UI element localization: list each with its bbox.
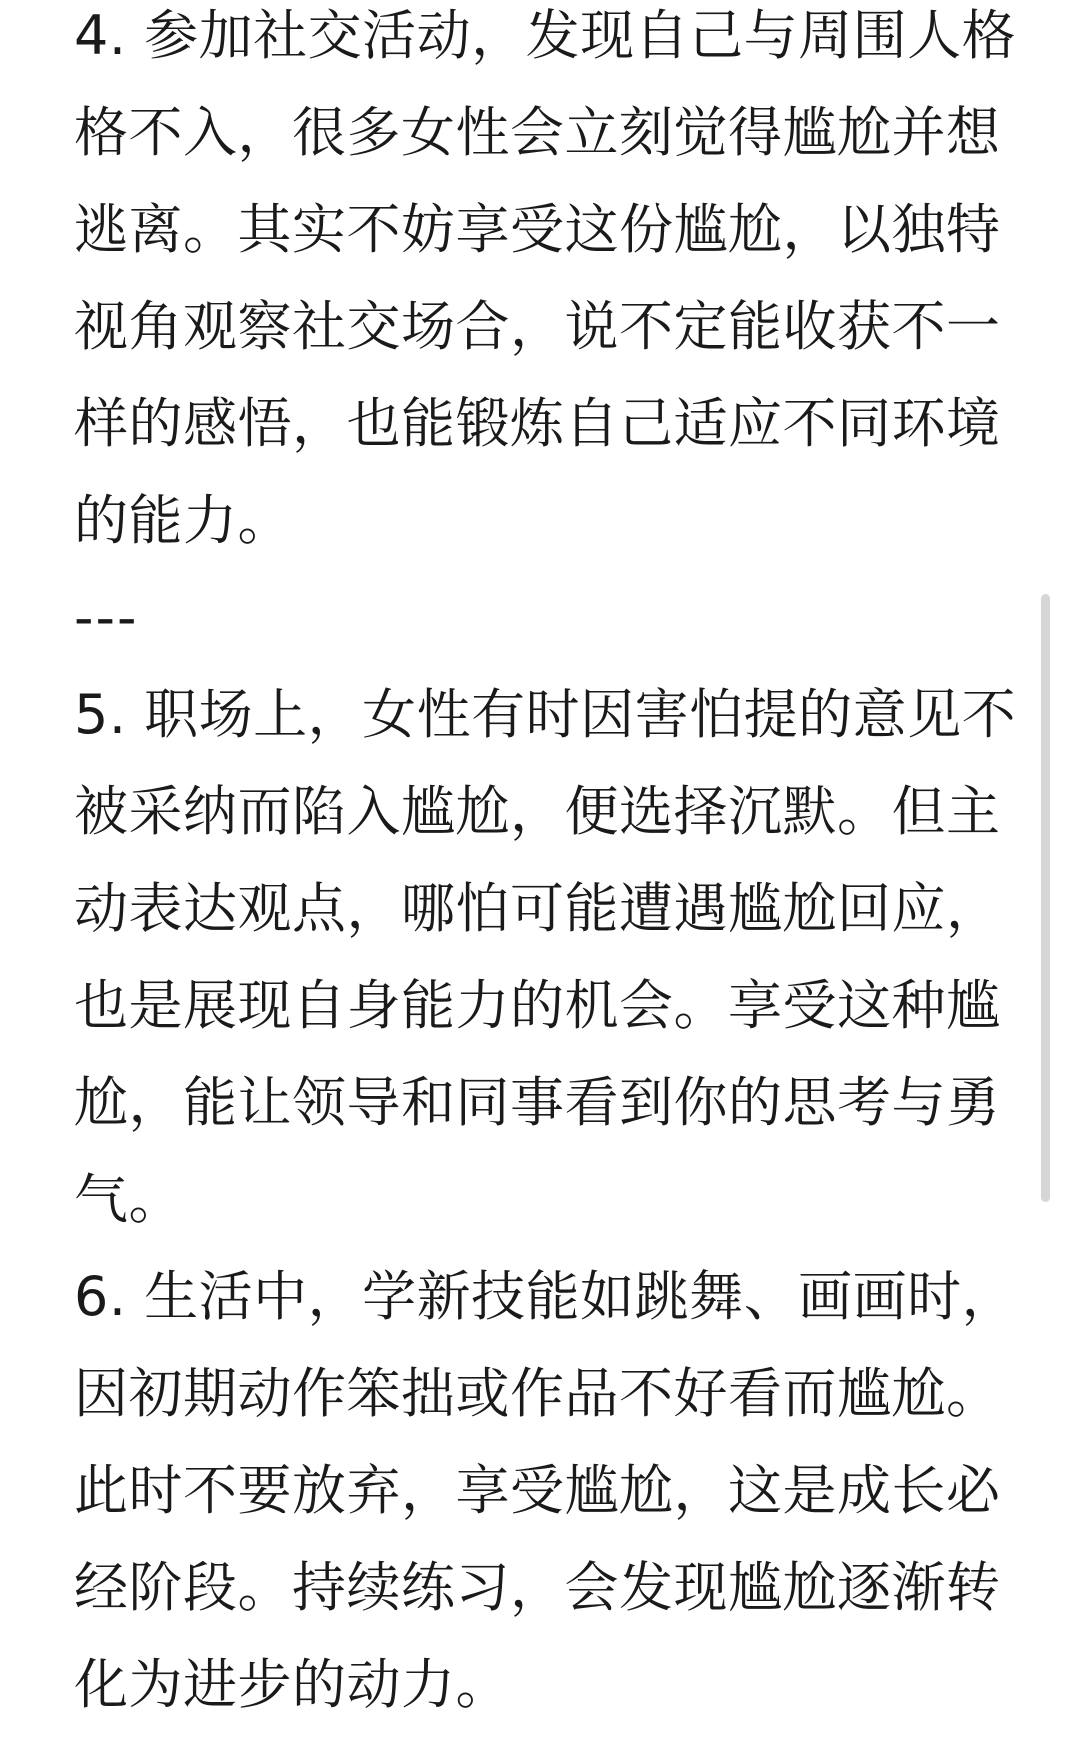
text-line: 动表达观点，哪怕可能遭遇尴尬回应， bbox=[74, 877, 1001, 940]
section-divider: --- bbox=[74, 586, 139, 649]
text-line: 也是展现自身能力的机会。享受这种尴 bbox=[74, 974, 1001, 1037]
text-line: 视角观察社交场合，说不定能收获不一 bbox=[74, 295, 1001, 358]
text-line: 化为进步的动力。 bbox=[74, 1653, 510, 1716]
text-line: 因初期动作笨拙或作品不好看而尴尬。 bbox=[74, 1362, 1001, 1425]
text-line: 4. 参加社交活动，发现自己与周围人格 bbox=[74, 4, 1017, 67]
text-line: 的能力。 bbox=[74, 489, 292, 552]
text-line: 气。 bbox=[74, 1168, 183, 1231]
text-line: 5. 职场上，女性有时因害怕提的意见不 bbox=[74, 683, 1017, 746]
text-line: 此时不要放弃，享受尴尬，这是成长必 bbox=[74, 1459, 1001, 1522]
vertical-scrollbar[interactable] bbox=[1041, 594, 1050, 1202]
text-line: 尬，能让领导和同事看到你的思考与勇 bbox=[74, 1071, 1001, 1134]
paragraph-4 bbox=[74, 0, 1017, 569]
text-line: 格不入，很多女性会立刻觉得尴尬并想 bbox=[74, 101, 1001, 164]
paragraph-5 bbox=[74, 666, 1017, 1248]
paragraph-6 bbox=[74, 1248, 1017, 1733]
text-line: 被采纳而陷入尴尬，便选择沉默。但主 bbox=[74, 780, 1001, 843]
text-line: 逃离。其实不妨享受这份尴尬，以独特 bbox=[74, 198, 1001, 261]
text-line: 6. 生活中，学新技能如跳舞、画画时， bbox=[74, 1265, 1017, 1328]
article-content bbox=[74, 0, 1017, 1733]
text-line: 样的感悟，也能锻炼自己适应不同环境 bbox=[74, 392, 1001, 455]
text-line: 经阶段。持续练习，会发现尴尬逐渐转 bbox=[74, 1556, 1001, 1619]
